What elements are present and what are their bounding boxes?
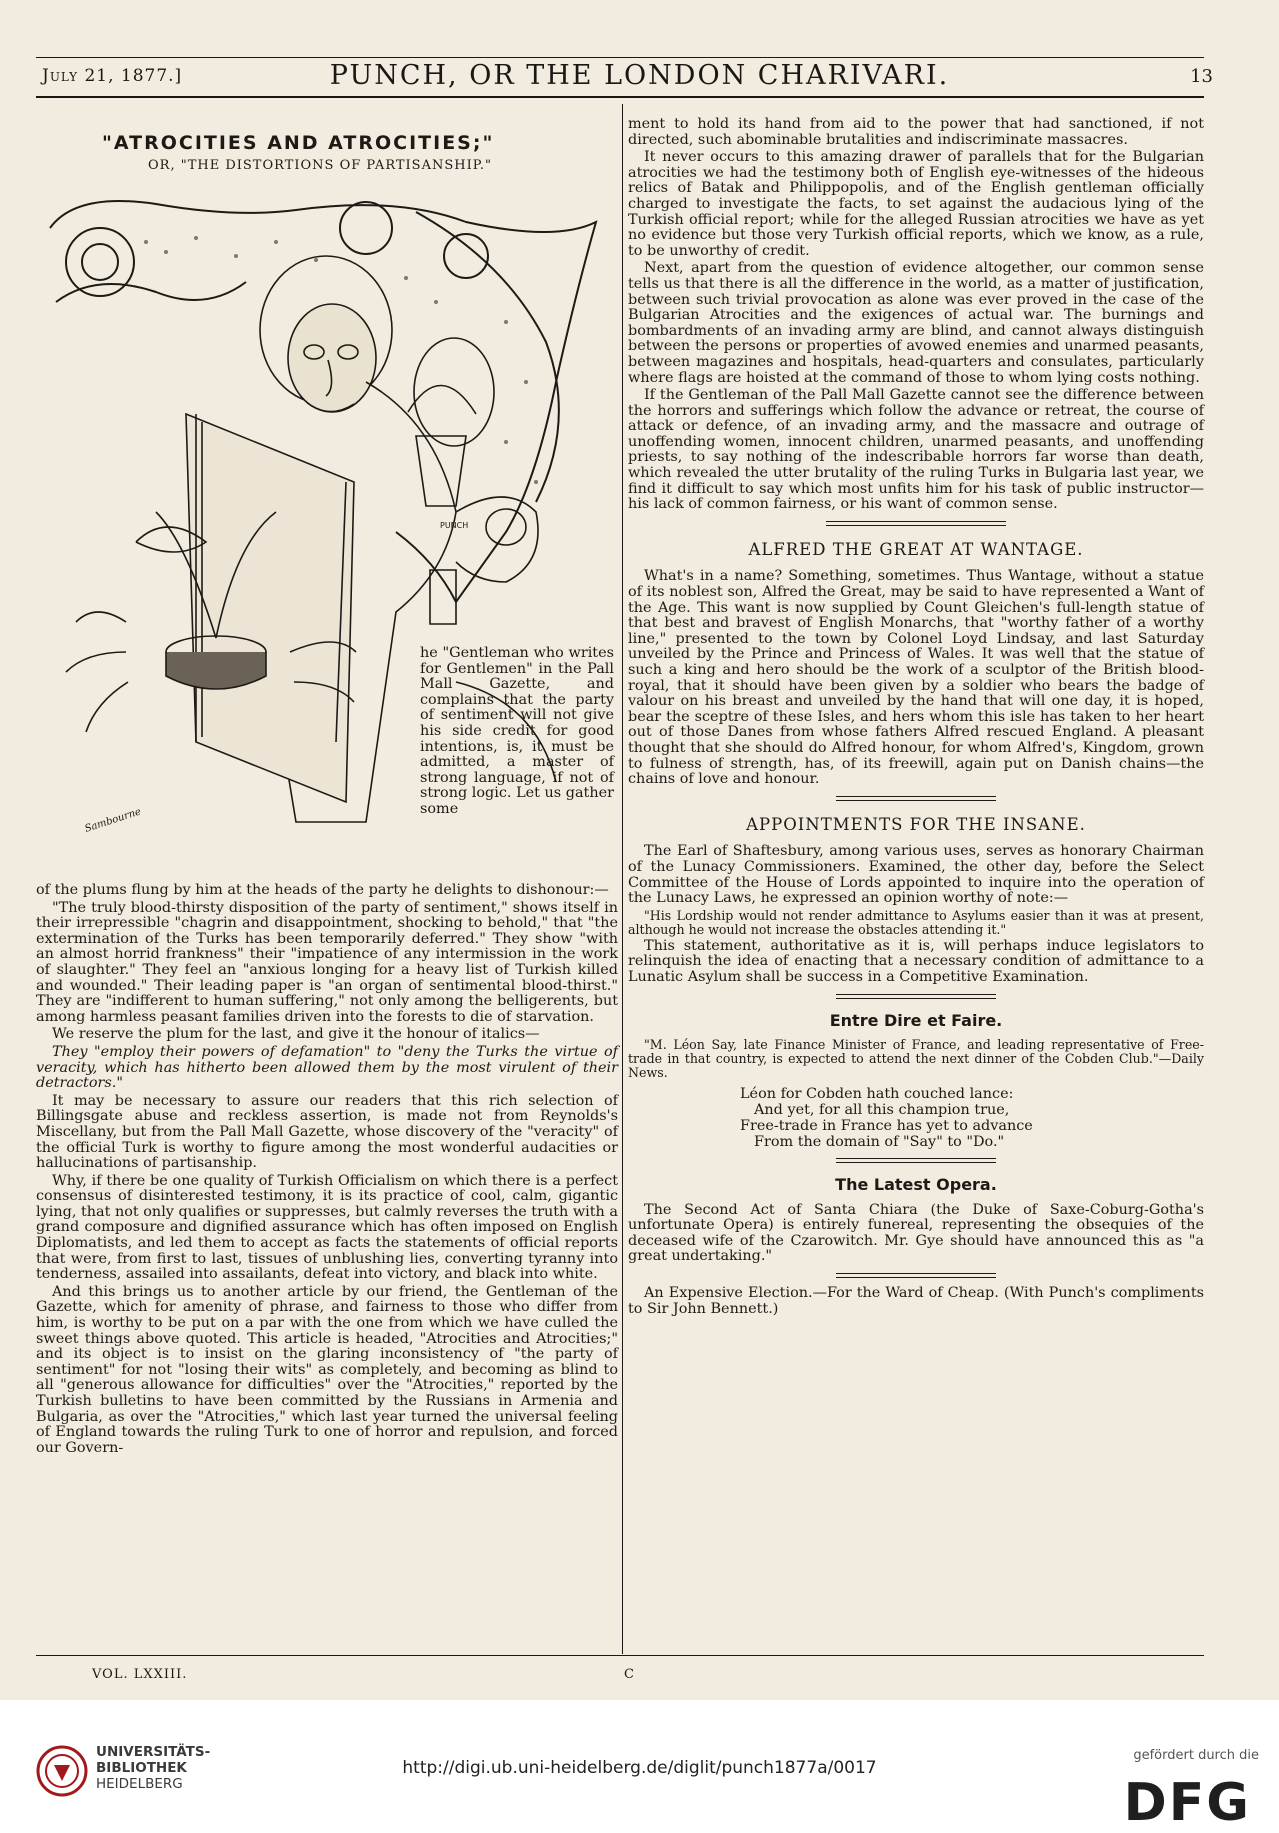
illustration-label: PUNCH: [440, 521, 469, 530]
issue-date: July 21, 1877.]: [42, 66, 183, 86]
article-paragraph: We reserve the plum for the last, and give it the honour of italics—: [52, 1026, 540, 1043]
right-column: [628, 117, 1204, 1319]
article-paragraph: The Earl of Shaftesbury, among various uses, serves as honorary Chairman of the Lunacy Commissioners. Examined, the other day, before the Select Committee of the House of Lords appointed to inquire into the operation of the Lunacy Laws, he expressed an opinion worthy of note:—: [628, 843, 1204, 907]
section-separator: [836, 1158, 996, 1163]
wrap-text: he "Gentleman who writes for Gentlemen" in the Pall Mall Gazette, and complains that the party of sentiment will not give his side credit for good intentions, is, it must be admitted, a master of strong language, if not of strong logic. Let us gather some: [420, 645, 614, 817]
masthead-title: PUNCH, OR THE LONDON CHARIVARI.: [329, 60, 950, 91]
article-paragraph: If the Gentleman of the Pall Mall Gazette cannot see the difference between the horrors and sufferings which follow the advance or retreat, the course of attack or defence, of an invading army, and the massacre and outrage of unoffending women, innocent children, unarmed peasants, and unoffending priests, to say nothing of the indescribable horrors far worse than death, which revealed the utter brutality of the ruling Turks in Bulgaria last year, we find it difficult to say which most unfits him for his task of public instructor—his lack of common fairness, or his want of common sense.: [628, 387, 1204, 513]
source-link[interactable]: http://digi.ub.uni-heidelberg.de/diglit/punch1877a/0017: [402, 1758, 877, 1778]
article-paragraph: of the plums flung by him at the heads of the party he delights to dishonour:—: [36, 882, 609, 898]
article-paragraph: "The truly blood-thirsty disposition of the party of sentiment," shows itself in their irrepressible "chagrin and disappointment, shocking to behold," that "the extermination of the Turks has been temporarily deferred." They show "with an almost horrid frankness" their "impatience of any intermission in the work of slaughter." They feel an "anxious longing for a heavy list of Turkish killed and wounded." Their leading paper is "an organ of sentimental blood-thirst." They are "indifferent to human suffering," not only among the belligerents, but among harmless peasant families driven into the forests to die of starvation.: [36, 899, 618, 1025]
article-paragraph: It may be necessary to assure our readers that this rich selection of Billingsgate abuse and reckless assertion, is made not from Reynolds's Miscellany, but from the Pall Mall Gazette, whose discovery of the "veracity" of the official Turk is worthy to figure among the most wonderful audacities or hallucinations of partisanship.: [36, 1092, 618, 1172]
header-rule-top: [36, 57, 1204, 58]
footer-rule: [36, 1655, 1204, 1656]
column-divider: [622, 104, 623, 1654]
article-paragraph: ment to hold its hand from aid to the power that had sanctioned, if not directed, such abominable brutalities and indiscriminate massacres.: [628, 116, 1204, 148]
verse-line: And yet, for all this champion true,: [754, 1102, 1010, 1119]
verse-line: From the domain of "Say" to "Do.": [754, 1134, 1005, 1151]
funding-text: gefördert durch die: [1133, 1748, 1259, 1763]
dfg-logo: DFG: [1123, 1773, 1251, 1833]
article-paragraph: An Expensive Election.—For the Ward of Cheap. (With Punch's compliments to Sir John Bennett.): [628, 1285, 1204, 1317]
left-column: [36, 883, 618, 1458]
quotation: "M. Léon Say, late Finance Minister of France, and leading representative of Free-trade in that country, is expected to attend the next dinner of the Cobden Club."—Daily News.: [628, 1037, 1204, 1081]
article-paragraph: It never occurs to this amazing drawer of parallels that for the Bulgarian atrocities we had the testimony both of English eye-witnesses of the hideous relics of Batak and Philippopolis, and of the English gentleman officially charged to investigate the facts, to set against the audacious lying of the Turkish official report; while for the alleged Russian atrocities we have as yet no evidence but those very Turkish official reports, which we know, as a rule, to be unworthy of credit.: [628, 149, 1204, 259]
article-paragraph: What's in a name? Something, sometimes. Thus Wantage, without a statue of its noblest son, Alfred the Great, may be said to have represented a Want of the Age. This want is now supplied by Count Gleichen's full-length statue of that best and bravest of English Monarchs, that "worthy father of a worthy line," presented to the town by Colonel Loyd Lindsay, and last Saturday unveiled by the Prince and Princess of Wales. It was well that the statue of such a king and hero should be the work of a sculptor of the British blood-royal, that it should have been given by a soldier who bears the badge of valour on his breast and unveiled by the hand that will one day, it is hoped, bear the sceptre of these Isles, and hers whom this isle has taken to her heart out of those Danes from whose fathers Alfred rescued England. A pleasant thought that she should do Alfred honour, for whom Alfred's, Kingdom, grown to fulness of strength, has, of its freewill, again put on Danish chains—the chains of love and honour.: [628, 568, 1204, 788]
section-separator: [826, 521, 1006, 526]
section-heading: Entre Dire et Faire.: [829, 1010, 1003, 1030]
section-heading: The Latest Opera.: [835, 1175, 997, 1195]
section-heading: ALFRED THE GREAT AT WANTAGE.: [748, 539, 1084, 559]
verse-line: Free-trade in France has yet to advance: [740, 1118, 1033, 1135]
institution-line: HEIDELBERG: [96, 1776, 183, 1792]
article-paragraph: Next, apart from the question of evidence altogether, our common sense tells us that there is all the difference in the world, as a matter of justification, between such trivial provocation as alone was ever proved in the case of the Bulgarian Atrocities and the exigences of actual war. The burnings and bombardments of an invading army are blind, and cannot always distinguish between the persons or properties of avowed enemies and unarmed peasants, between magazines and hospitals, head-quarters and consulates, particularly where flags are hoisted at the command of those to whom lying costs nothing.: [628, 260, 1204, 386]
article-title: "ATROCITIES AND ATROCITIES;": [102, 132, 495, 154]
signature-mark: C: [624, 1667, 634, 1682]
section-separator: [836, 796, 996, 801]
volume-number: VOL. LXXIII.: [92, 1667, 188, 1682]
institution-line: UNIVERSITÄTS-: [96, 1744, 211, 1760]
page-number: 13: [1190, 66, 1213, 87]
article-paragraph: They "employ their powers of defamation" to "deny the Turks the virtue of veracity, which has hitherto been allowed them by the most virulent of their detractors.": [36, 1043, 618, 1092]
verse-line: Léon for Cobden hath couched lance:: [740, 1086, 1014, 1103]
article-paragraph: This statement, authoritative as it is, will perhaps induce legislators to relinquish the idea of enacting that a necessary condition of admittance to a Lunatic Asylum shall be success in a Competitive Examination.: [628, 937, 1204, 985]
verse: [740, 1086, 1204, 1150]
illustration-signature: Sambourne: [83, 806, 143, 835]
article-paragraph: And this brings us to another article by our friend, the Gentleman of the Gazette, which for amenity of phrase, and fairness to those who differ from him, is worthy to be put on a par with the one from which we have culled the sweet things above quoted. This article is headed, "Atrocities and Atrocities;" and its object is to insist on the glaring inconsistency of "the party of sentiment" for not "losing their wits" as completely, and becoming as blind to all "generous allowance for difficulties" over the "Atrocities," reported by the Turkish bulletins to have been committed by the Russians in Armenia and Bulgaria, as over the "Atrocities," which last year turned the universal feeling of England towards the ruling Turk to one of horror and repulsion, and forced our Govern-: [36, 1283, 618, 1456]
article-paragraph: The Second Act of Santa Chiara (the Duke of Saxe-Coburg-Gotha's unfortunate Opera) is entirely funereal, representing the obsequies of the deceased wife of the Czarowitch. Mr. Gye should have announced this as "a great undertaking.": [628, 1201, 1204, 1265]
quotation: "His Lordship would not render admittance to Asylums easier than it was at present, although he would not increase the obstacles attending it.": [628, 907, 1204, 937]
section-separator: [836, 994, 996, 999]
section-heading: APPOINTMENTS FOR THE INSANE.: [746, 814, 1086, 834]
section-separator: [836, 1273, 996, 1278]
institution-line: BIBLIOTHEK: [96, 1760, 187, 1776]
article-subtitle: OR, "THE DISTORTIONS OF PARTISANSHIP.": [148, 158, 492, 173]
article-paragraph: Why, if there be one quality of Turkish Officialism on which there is a perfect consensus of disinterested testimony, it is its practice of cool, calm, gigantic lying, that not only qualifies or suppresses, but calmly reverses the truth with a grand composure and dignified assurance which has often imposed on English Diplomatists, and led them to accept as facts the statements of official reports that were, from first to last, tissues of unblushing lies, converting tyranny into tenderness, assailed into assailants, defeat into victory, and black into white.: [36, 1172, 618, 1283]
header-rule-bottom: [36, 96, 1204, 98]
